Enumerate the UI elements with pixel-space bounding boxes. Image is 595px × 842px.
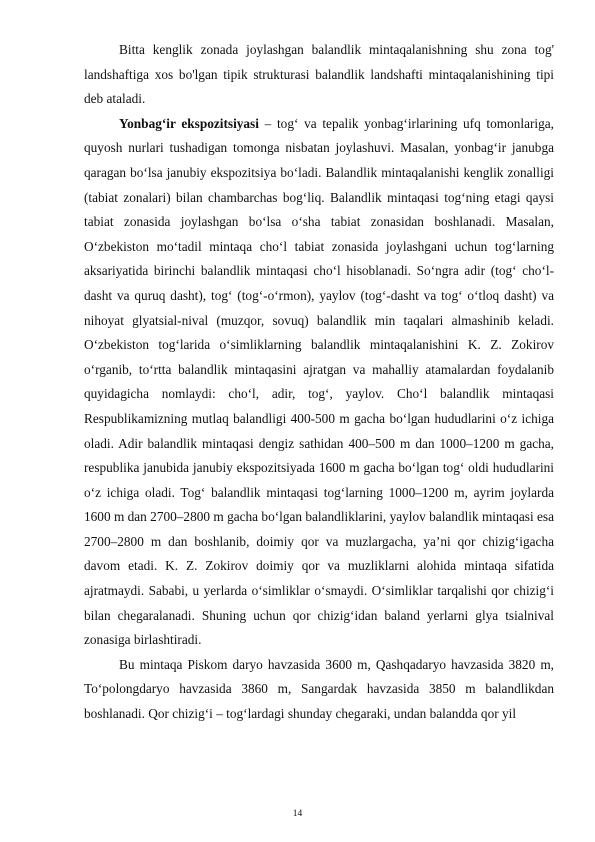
term-heading: Yonbag‘ir ekspozitsiyasi	[119, 115, 259, 131]
paragraph-text: Bu mintaqa Piskom daryo havzasida 3600 m, Qashqadaryo havzasida 3820 m, To‘polongdaryo havzasida 3860 m, Sangardak havzasida 3850 m balandlikdan boshlanadi. Qor chizig‘i – tog‘lardagi shunday chegaraki, undan balandda qor yil	[84, 656, 554, 722]
paragraph-snow-line	[84, 653, 554, 727]
paragraph-text: Bitta kenglik zonada joylashgan balandlik mintaqalanishning shu zona tog' landshaftiga xos bo'lgan tipik strukturasi balandlik landshafti mintaqalanishining tipi deb ataladi.	[84, 42, 554, 107]
paragraph-slope-exposition	[84, 112, 554, 653]
paragraph-landscape-type	[84, 38, 554, 112]
paragraph-text: – tog‘ va tepalik yonbag‘irlarining ufq tomonlariga, quyosh nurlari tushadigan tomonga nisbatan joylashuvi. Masalan, yonbag‘ir janubga qaragan bo‘lsa janubiy ekspozitsiya bo‘ladi. Balandlik mintaqalanishi kenglik zonalligi (tabiat zonalari) bilan chambarchas bog‘liq. Balandlik mintaqasi tog‘ning etagi qaysi tabiat zonasida joylashgan bo‘lsa o‘sha tabiat zonasidan boshlanadi. Masalan, O‘zbekiston mo‘tadil mintaqa cho‘l tabiat zonasida joylashgani uchun tog‘larning aksariyatida birinchi balandlik mintaqasi cho‘l hisoblanadi. So‘ngra adir (tog‘ cho‘l-dasht va quruq dasht), tog‘ (tog‘-o‘rmon), yaylov (tog‘-dasht va tog‘ o‘tloq dasht) va nihoyat glyatsial-nival (muzqor, sovuq) balandlik min taqalari almashinib keladi. O‘zbekiston tog‘larida o‘simliklarning balandlik mintaqalanishini K. Z. Zokirov o‘rganib, to‘rtta balandlik mintaqasini ajratgan va mahalliy atamalardan foydalanib quyidagicha nomlaydi: cho‘l, adir, tog‘, yaylov. Cho‘l balandlik mintaqasi Respublikamizning mutlaq balandligi 400-500 m gacha bo‘lgan hududlarini o‘z ichiga oladi. Adir balandlik mintaqasi dengiz sathidan 400–500 m dan 1000–1200 m gacha, respublika janubida janubiy ekspozitsiyada 1600 m gacha bo‘lgan tog‘ oldi hududlarini o‘z ichiga oladi. Tog‘ balandlik mintaqasi tog‘larning 1000–1200 m, ayrim joylarda 1600 m dan 2700–2800 m gacha bo‘lgan balandliklarini, yaylov balandlik mintaqasi esa 2700–2800 m dan boshlanib, doimiy qor va muzlargacha, ya’ni qor chizig‘igacha davom etadi. K. Z. Zokirov doimiy qor va muzliklarni alohida mintaqa sifatida ajratmaydi. Sababi, u yerlarda o‘simliklar o‘smaydi. O‘simliklar tarqalishi qor chizig‘i bilan chegaralanadi. Shuning uchun qor chizig‘idan baland yerlarni glya tsialnival zonasiga birlashtiradi.	[84, 115, 554, 648]
page-body	[84, 38, 554, 727]
page-number: 14	[292, 809, 303, 819]
